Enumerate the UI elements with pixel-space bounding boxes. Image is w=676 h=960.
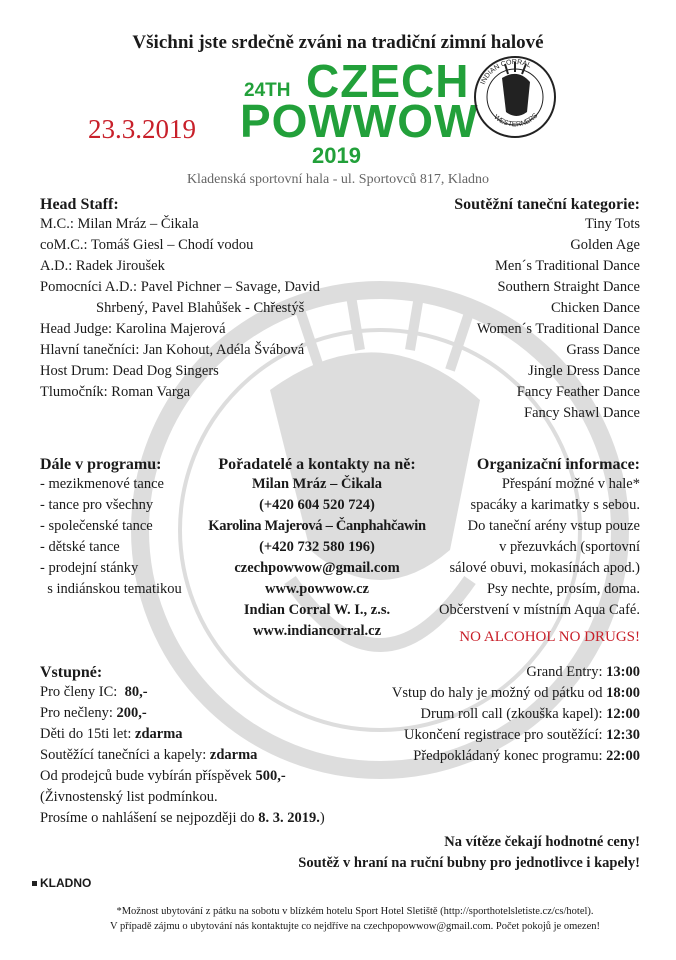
admission-line [40,808,325,829]
program-section [40,456,182,600]
program-item: - tance pro všechny [40,497,154,513]
category-item: Golden Age [570,237,640,253]
admission-label: ) [319,810,325,826]
website-link[interactable]: www.powwow.cz [265,581,369,597]
category-item: Fancy Shawl Dance [524,405,640,421]
admission-line [40,745,325,766]
staff-line: Host Drum: Dead Dog Singers [40,363,219,379]
staff-line: Pomocníci A.D.: Pavel Pichner – Savage, David [40,279,320,295]
organizer-name: Karolina Majerová – Čanphahčawin [208,518,426,534]
schedule-row [392,662,640,683]
admission-label: Od prodejců bude vybírán příspěvek [40,768,256,784]
footnote-line: *Možnost ubytování z pátku na sobotu v blízkém hotelu Sport Hotel Sletiště (http://sporthotelsletiste.cz/cs/hotel). [116,906,594,917]
org-info-line: Do taneční arény vstup pouze [467,518,640,534]
admission-label: Děti do 15ti let: [40,726,136,742]
admission-line [40,682,325,703]
schedule-label: Grand Entry: [526,664,607,680]
staff-line: A.D.: Radek Jiroušek [40,258,165,274]
schedule-section [392,662,640,767]
category-item: Southern Straight Dance [497,279,640,295]
no-alcohol-notice: NO ALCOHOL NO DRUGS! [459,629,640,645]
org-info-title: Organizační informace: [476,456,640,473]
admission-label: Prosíme o nahlášení se nejpozději do [40,810,259,826]
logo-ordinal: 24TH [244,80,291,101]
organizers-section [196,456,438,642]
kladno-mark-icon [32,881,37,886]
schedule-time: 22:00 [606,748,640,764]
admission-line [40,703,325,724]
schedule-time: 13:00 [606,664,640,680]
schedule-label: Vstup do haly je možný od pátku od [391,685,607,701]
staff-line: Hlavní tanečníci: Jan Kohout, Adéla Švábová [40,342,305,358]
admission-label: Soutěžící tanečníci a kapely: [40,747,210,763]
schedule-time: 18:00 [606,685,640,701]
logo-year: 2019 [312,143,361,168]
schedule-time: 12:30 [606,727,640,743]
admission-price: 500,- [255,768,286,784]
staff-line: Tlumočník: Roman Varga [40,384,191,400]
schedule-label: Drum roll call (zkouška kapel): [420,706,607,722]
footnote-line: V případě zájmu o ubytování nás kontaktujte co nejdříve na czechpopowwow@gmail.com. Počet pokojů je omezen! [109,921,600,932]
admission-label: Pro členy IC: [40,684,125,700]
program-title: Dále v programu: [40,456,162,473]
emblem-top-text: INDIAN CORRAL [479,58,533,86]
prizes-section [298,832,640,874]
deadline-date: 8. 3. 2019. [258,810,320,826]
staff-line: Shrbený, Pavel Blahůšek - Chřestýš [96,300,305,316]
invitation-line: Všichni jste srdečně zváni na tradiční zimní halové [132,32,544,53]
footnote [60,904,650,934]
contact-email[interactable]: czechpowwow@gmail.com [234,560,400,576]
organizer-name: Milan Mráz – Čikala [251,476,383,492]
indian-corral-emblem [472,54,558,140]
staff-line: Head Judge: Karolina Majerová [40,321,226,337]
schedule-row [392,746,640,767]
admission-price: zdarma [135,726,183,742]
staff-line: M.C.: Milan Mráz – Čikala [40,216,199,232]
schedule-label: Předpokládaný konec programu: [413,748,607,764]
kladno-sponsor-logo [32,876,91,890]
admission-title: Vstupné: [40,664,103,681]
program-item: - prodejní stánky [40,560,139,576]
admission-line: (Živnostenský list podmínkou. [40,789,218,805]
category-item: Grass Dance [566,342,640,358]
admission-price: 80,- [124,684,148,700]
program-item: - společenské tance [40,518,153,534]
drum-contest-line: Soutěž v hraní na ruční bubny pro jednotlivce i kapely! [298,855,640,871]
category-item: Jingle Dress Dance [528,363,640,379]
staff-line: coM.C.: Tomáš Giesl – Chodí vodou [40,237,254,253]
admission-label: Pro nečleny: [40,705,117,721]
org-info-line: Psy nechte, prosím, doma. [486,581,640,597]
venue-address: Kladenská sportovní hala - ul. Sportovců 817, Kladno [186,172,490,187]
category-item: Chicken Dance [551,300,640,316]
admission-price: zdarma [209,747,258,763]
organizers-title: Pořadatelé a kontakty na ně: [218,456,416,473]
emblem-bottom-text: WESTERNERS [492,112,540,129]
dance-categories-section [454,196,640,424]
schedule-label: Ukončení registrace pro soutěžící: [404,727,607,743]
category-item: Fancy Feather Dance [516,384,640,400]
organizer-phone: (+420 732 580 196) [259,539,375,555]
logo-word-czech: CZECH [306,55,470,107]
logo-word-powwow: POWWOW [240,95,479,147]
admission-section [40,664,325,829]
schedule-row [392,704,640,725]
category-item: Men´s Traditional Dance [495,258,640,274]
category-item: Tiny Tots [584,216,640,232]
org-info-section [439,456,640,648]
organizer-phone: (+420 604 520 724) [259,497,375,513]
categories-title: Soutěžní taneční kategorie: [454,196,640,213]
head-staff-section [40,196,320,403]
program-item: s indiánskou tematikou [40,581,182,597]
schedule-row [392,683,640,704]
program-item: - mezikmenové tance [40,476,164,492]
event-date: 23.3.2019 [88,114,196,144]
program-item: - dětské tance [40,539,120,555]
org-info-line: Přespání možné v hale* [501,476,640,492]
website-link[interactable]: www.indiancorral.cz [252,623,382,639]
admission-price: 200,- [116,705,147,721]
category-item: Women´s Traditional Dance [476,321,640,337]
schedule-time: 12:00 [606,706,640,722]
admission-line [40,766,325,787]
organization-name: Indian Corral W. I., z.s. [243,602,391,618]
schedule-row [392,725,640,746]
org-info-line: sálové obuvi, mokasínách apod.) [449,560,640,576]
org-info-line: v přezuvkách (sportovní [499,539,640,555]
org-info-line: Občerstvení v místním Aqua Café. [439,602,640,618]
admission-line [40,724,325,745]
org-info-line: spacáky a karimatky s sebou. [470,497,640,513]
head-staff-title: Head Staff: [40,196,119,213]
prizes-line: Na vítěze čekají hodnotné ceny! [444,834,640,850]
kladno-logo-text: KLADNO [40,876,92,890]
